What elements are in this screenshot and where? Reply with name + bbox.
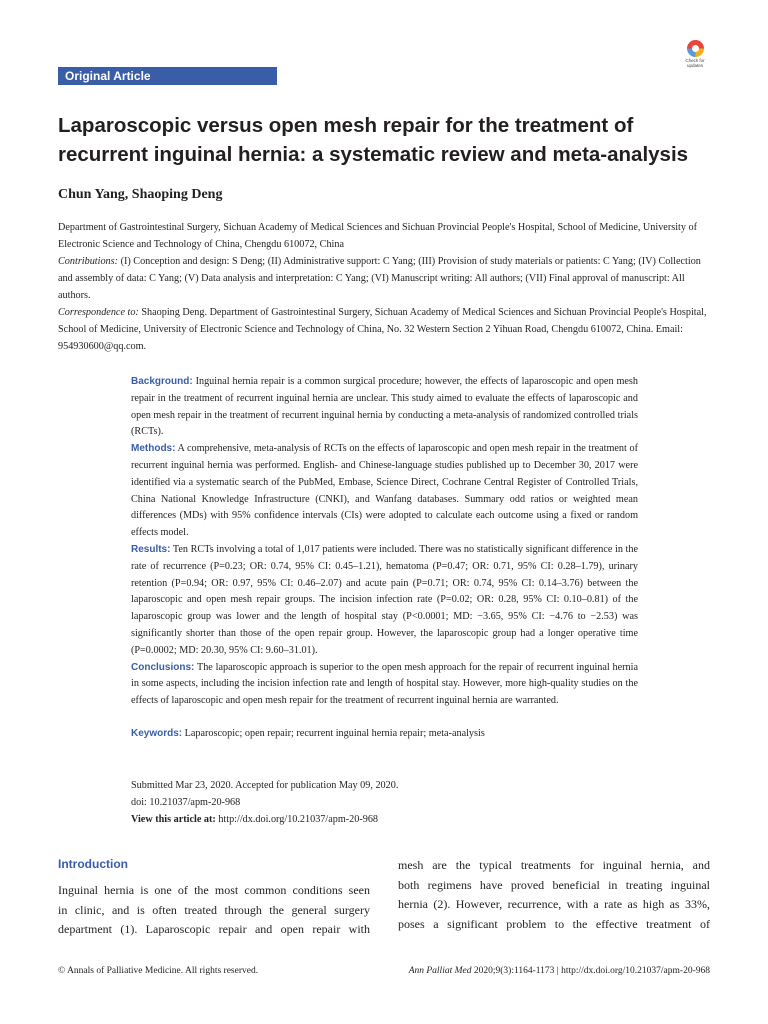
author-contributions (58, 253, 711, 304)
conclusions-text: The laparoscopic approach is superior to the open mesh approach for the repair of recurrent inguinal hernia in some aspects, including the incision infection rate and length of hospital stay. However, more high-quality studies on the effects of laparoscopic and open mesh repair for the treatment of recurrent inguinal hernia are warranted. (131, 661, 638, 707)
check-for-updates-badge[interactable] (680, 40, 710, 72)
abstract (131, 374, 638, 743)
introduction-heading: Introduction (58, 857, 128, 871)
correspondence-label: Correspondence to: (58, 307, 139, 318)
conclusions-label: Conclusions: (131, 661, 195, 673)
check-updates-label: Check for updates (685, 58, 705, 68)
body-column-left (58, 881, 370, 940)
view-article-label: View this article at: (131, 814, 216, 825)
keywords-label: Keywords: (131, 727, 183, 739)
contributions-text: (I) Conception and design: S Deng; (II) Administrative support: C Yang; (III) Provision of study materials or patients: C Yang; (IV) Collection and assembly of data: C Yang; (V) Data analysis and interpretation: C Yang; (VI) Manuscript writing: All authors; (VII) Final approval of manuscript: All authors. (58, 256, 701, 301)
affiliation: Department of Gastrointestinal Surgery, Sichuan Academy of Medical Sciences and Sichuan Provincial People's Hospital, School of Medicine, University of Electronic Science and Technology of China, Chengdu 610072, China (58, 222, 697, 250)
footer-citation (355, 966, 710, 976)
footer-copyright: © Annals of Palliative Medicine. All rights reserved. (58, 966, 259, 976)
body-line: poses a significant problem to the effective treatment of (398, 916, 710, 931)
correspondence-text: Shaoping Deng. Department of Gastrointestinal Surgery, Sichuan Academy of Medical Sciences and Sichuan Provincial People's Hospital, School of Medicine, University of Electronic Science and Technology of China, No. 32 Western Section 2 Yihuan Road, Chengdu 610072, China. Email: 954930600@qq.com. (58, 307, 707, 352)
author-list: Chun Yang, Shaoping Deng (58, 187, 223, 202)
view-article (131, 811, 398, 828)
background-label: Background: (131, 376, 193, 387)
abstract-background (131, 374, 638, 441)
check-updates-icon (687, 40, 704, 57)
abstract-conclusions (131, 660, 638, 710)
body-line: mesh are the typical treatments for inguinal hernia, and (398, 858, 710, 872)
footer-citation-text: 2020;9(3):1164-1173 | http://dx.doi.org/10.21037/apm-20-968 (471, 966, 710, 976)
abstract-methods (131, 441, 638, 542)
correspondence (58, 304, 711, 355)
article-type-badge: Original Article (58, 67, 277, 85)
publication-info (131, 777, 398, 828)
contributions-label: Contributions: (58, 256, 119, 267)
view-article-link[interactable]: http://dx.doi.org/10.21037/apm-20-968 (215, 814, 379, 825)
methods-label: Methods: (131, 443, 176, 455)
background-text: Inguinal hernia repair is a common surgical procedure; however, the effects of laparoscopic and open mesh repair in the treatment of recurrent inguinal hernia are unclear. This study aimed to evaluate the effects of laparoscopic and open mesh repair in the treatment of recurrent inguinal hernia by conducting a meta-analysis of randomized controlled trials (RCTs). (131, 376, 638, 438)
body-line: in clinic, and is often treated through the general surgery (58, 902, 370, 917)
footer-journal: Ann Palliat Med (408, 966, 472, 976)
results-label: Results: (131, 543, 171, 555)
body-column-right (398, 856, 710, 934)
keywords-text: Laparoscopic; open repair; recurrent inguinal hernia repair; meta-analysis (182, 727, 485, 739)
abstract-keywords (131, 726, 638, 743)
body-line: department (1). Laparoscopic repair and open repair with (58, 922, 370, 936)
abstract-results (131, 542, 638, 660)
submission-dates: Submitted Mar 23, 2020. Accepted for publication May 09, 2020. (131, 780, 399, 791)
body-line: Inguinal hernia is one of the most common conditions seen (58, 883, 370, 897)
doi: doi: 10.21037/apm-20-968 (131, 797, 241, 808)
results-text: Ten RCTs involving a total of 1,017 patients were included. There was no statistically significant difference in the rate of recurrence (P=0.23; OR: 0.74, 95% CI: 0.45–1.21), hematoma (P=0.47; OR: 0.71, 95% CI: 0.28–1.79), urinary retention (P=0.94; OR: 0.97, 95% CI: 0.46–2.07) and acute pain (P=0.71; OR: 0.74, 95% CI: 0.14–3.76) between the laparoscopic and open mesh repair groups. The incision infection rate (P=0.02; OR: 0.28, 95% CI: 0.10–0.81) of the laparoscopic group was lower and the length of hospital stay (P<0.0001; MD: −3.65, 95% CI: −4.76 to −2.53) was significantly shorter than those of the open repair group. However, the laparoscopic group had a longer operative time (P=0.0002; MD: 20.30, 95% CI: 9.60–31.01). (131, 543, 638, 656)
body-line: both regimens have proved beneficial in treating inguinal (398, 877, 710, 892)
methods-text: A comprehensive, meta-analysis of RCTs on the effects of laparoscopic and open mesh repair in the treatment of recurrent inguinal hernia was performed. English- and Chinese-language studies published up to December 30, 2017 were identified via a systematic search of the PubMed, Embase, Science Direct, Cochrane Central Register of Controlled Trials, China National Knowledge Infrastructure (CNKI), and Wanfang databases. Summary odd ratios or weighted mean differences (MDs) with 95% confidence intervals (CIs) were adopted to calculate each outcome using a fixed or random effects model. (131, 443, 638, 539)
body-line: hernia (2). However, recurrence, with a rate as high as 33%, (398, 897, 710, 911)
article-title: Laparoscopic versus open mesh repair for the treatment of recurrent inguinal hernia: a systematic review and meta-analysis (58, 114, 689, 166)
